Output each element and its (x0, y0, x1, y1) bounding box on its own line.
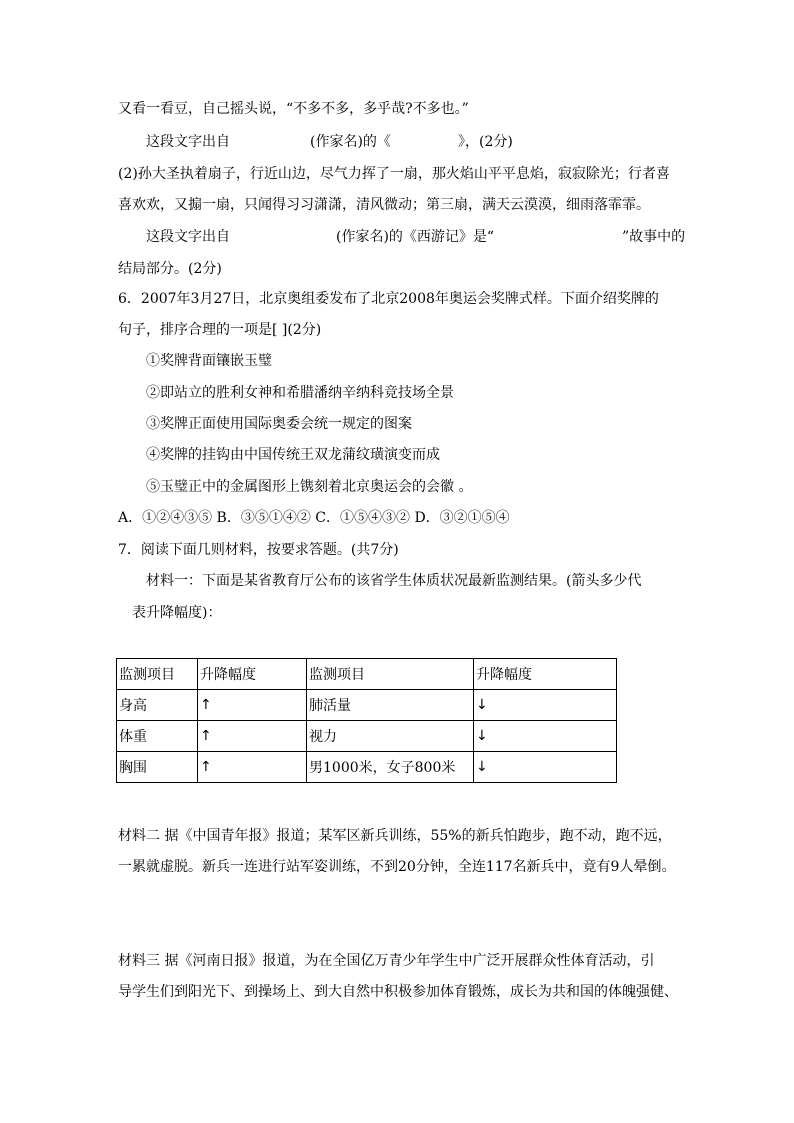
down-arrow-icon: ↓ (474, 690, 617, 721)
question-6-stem: 6．2007年3月27日，北京奥组委发布了北京2008年奥运会奖牌式样。下面介绍奖牌的 (118, 291, 659, 307)
option-5: ⑤玉璧正中的金属图形上镌刻着北京奥运会的会徽 。 (146, 479, 473, 495)
table-row (117, 721, 617, 752)
question-6-stem-cont: 句子，排序合理的一项是[ ](2分) (118, 322, 322, 338)
table-cell: 胸围 (117, 752, 198, 783)
table-row (117, 752, 617, 783)
option-3: ③奖牌正面使用国际奥委会统一规定的图案 (146, 416, 412, 432)
table-cell: 身高 (117, 690, 198, 721)
table-header-cell: 升降幅度 (474, 659, 617, 690)
text-line-2a: 这段文字出自 (146, 134, 230, 150)
table-cell: 男1000米，女子800米 (307, 752, 474, 783)
down-arrow-icon: ↓ (474, 752, 617, 783)
option-2: ②即站立的胜利女神和希腊潘纳辛纳科竞技场全景 (146, 385, 454, 401)
text-line-1: 又看一看豆，自己摇头说，“不多不多，多乎哉?不多也。” (118, 101, 469, 117)
table-header-cell: 升降幅度 (198, 659, 307, 690)
answer-choices: A．①②④③⑤ B．③⑤①④② C．①⑤④③② D．③②①⑤④ (118, 510, 510, 526)
question-7: 7．阅读下面几则材料，按要求答题。(共7分) (118, 542, 399, 558)
text-line-3: (2)孙大圣执着扇子，行近山边，尽气力挥了一扇，那火焰山平平息焰，寂寂除光；行者喜 (118, 166, 670, 182)
text-line-6: 结局部分。(2分) (118, 261, 222, 277)
table-cell: 视力 (307, 721, 474, 752)
material-3-line-1: 材料三 据《河南日报》报道，为在全国亿万青少年学生中广泛开展群众性体育活动，引 (118, 953, 655, 969)
option-1: ①奖牌背面镶嵌玉璧 (146, 353, 272, 369)
text-line-4: 喜欢欢，又搧一扇，只闻得习习潇潇，清风微动；第三扇，满天云漠漠，细雨落霏霏。 (118, 197, 650, 213)
material-2-line-1: 材料二 据《中国青年报》报道；某军区新兵训练，55%的新兵怕跑步，跑不动，跑不远， (118, 828, 672, 844)
table-header-cell: 监测项目 (117, 659, 198, 690)
material-1-intro: 材料一：下面是某省教育厅公布的该省学生体质状况最新监测结果。(箭头多少代 (146, 573, 642, 589)
up-arrow-icon: ↑ (198, 721, 307, 752)
option-4: ④奖牌的挂钩由中国传统王双龙蒲纹璜演变而成 (146, 447, 440, 463)
up-arrow-icon: ↑ (198, 690, 307, 721)
table-row (117, 690, 617, 721)
material-3-line-2: 导学生们到阳光下、到操场上、到大自然中积极参加体育锻炼，成长为共和国的体魄强健、 (118, 984, 678, 1000)
table-header-cell: 监测项目 (307, 659, 474, 690)
table-cell: 体重 (117, 721, 198, 752)
text-line-5a: 这段文字出自 (146, 229, 230, 245)
material-1-intro-cont: 表升降幅度)： (132, 605, 222, 621)
text-line-5c: ”故事中的 (622, 229, 686, 245)
monitoring-table (116, 658, 617, 783)
text-line-5b: (作家名)的《西游记》是“ (336, 229, 495, 245)
table-cell: 肺活量 (307, 690, 474, 721)
text-line-2c: 》，(2分) (458, 134, 513, 150)
text-line-2b: (作家名)的《 (310, 134, 391, 150)
up-arrow-icon: ↑ (198, 752, 307, 783)
table-header-row (117, 659, 617, 690)
material-2-line-2: 一累就虚脱。新兵一连进行站军姿训练，不到20分钟，全连117名新兵中，竟有9人晕倒。 (118, 859, 676, 875)
down-arrow-icon: ↓ (474, 721, 617, 752)
